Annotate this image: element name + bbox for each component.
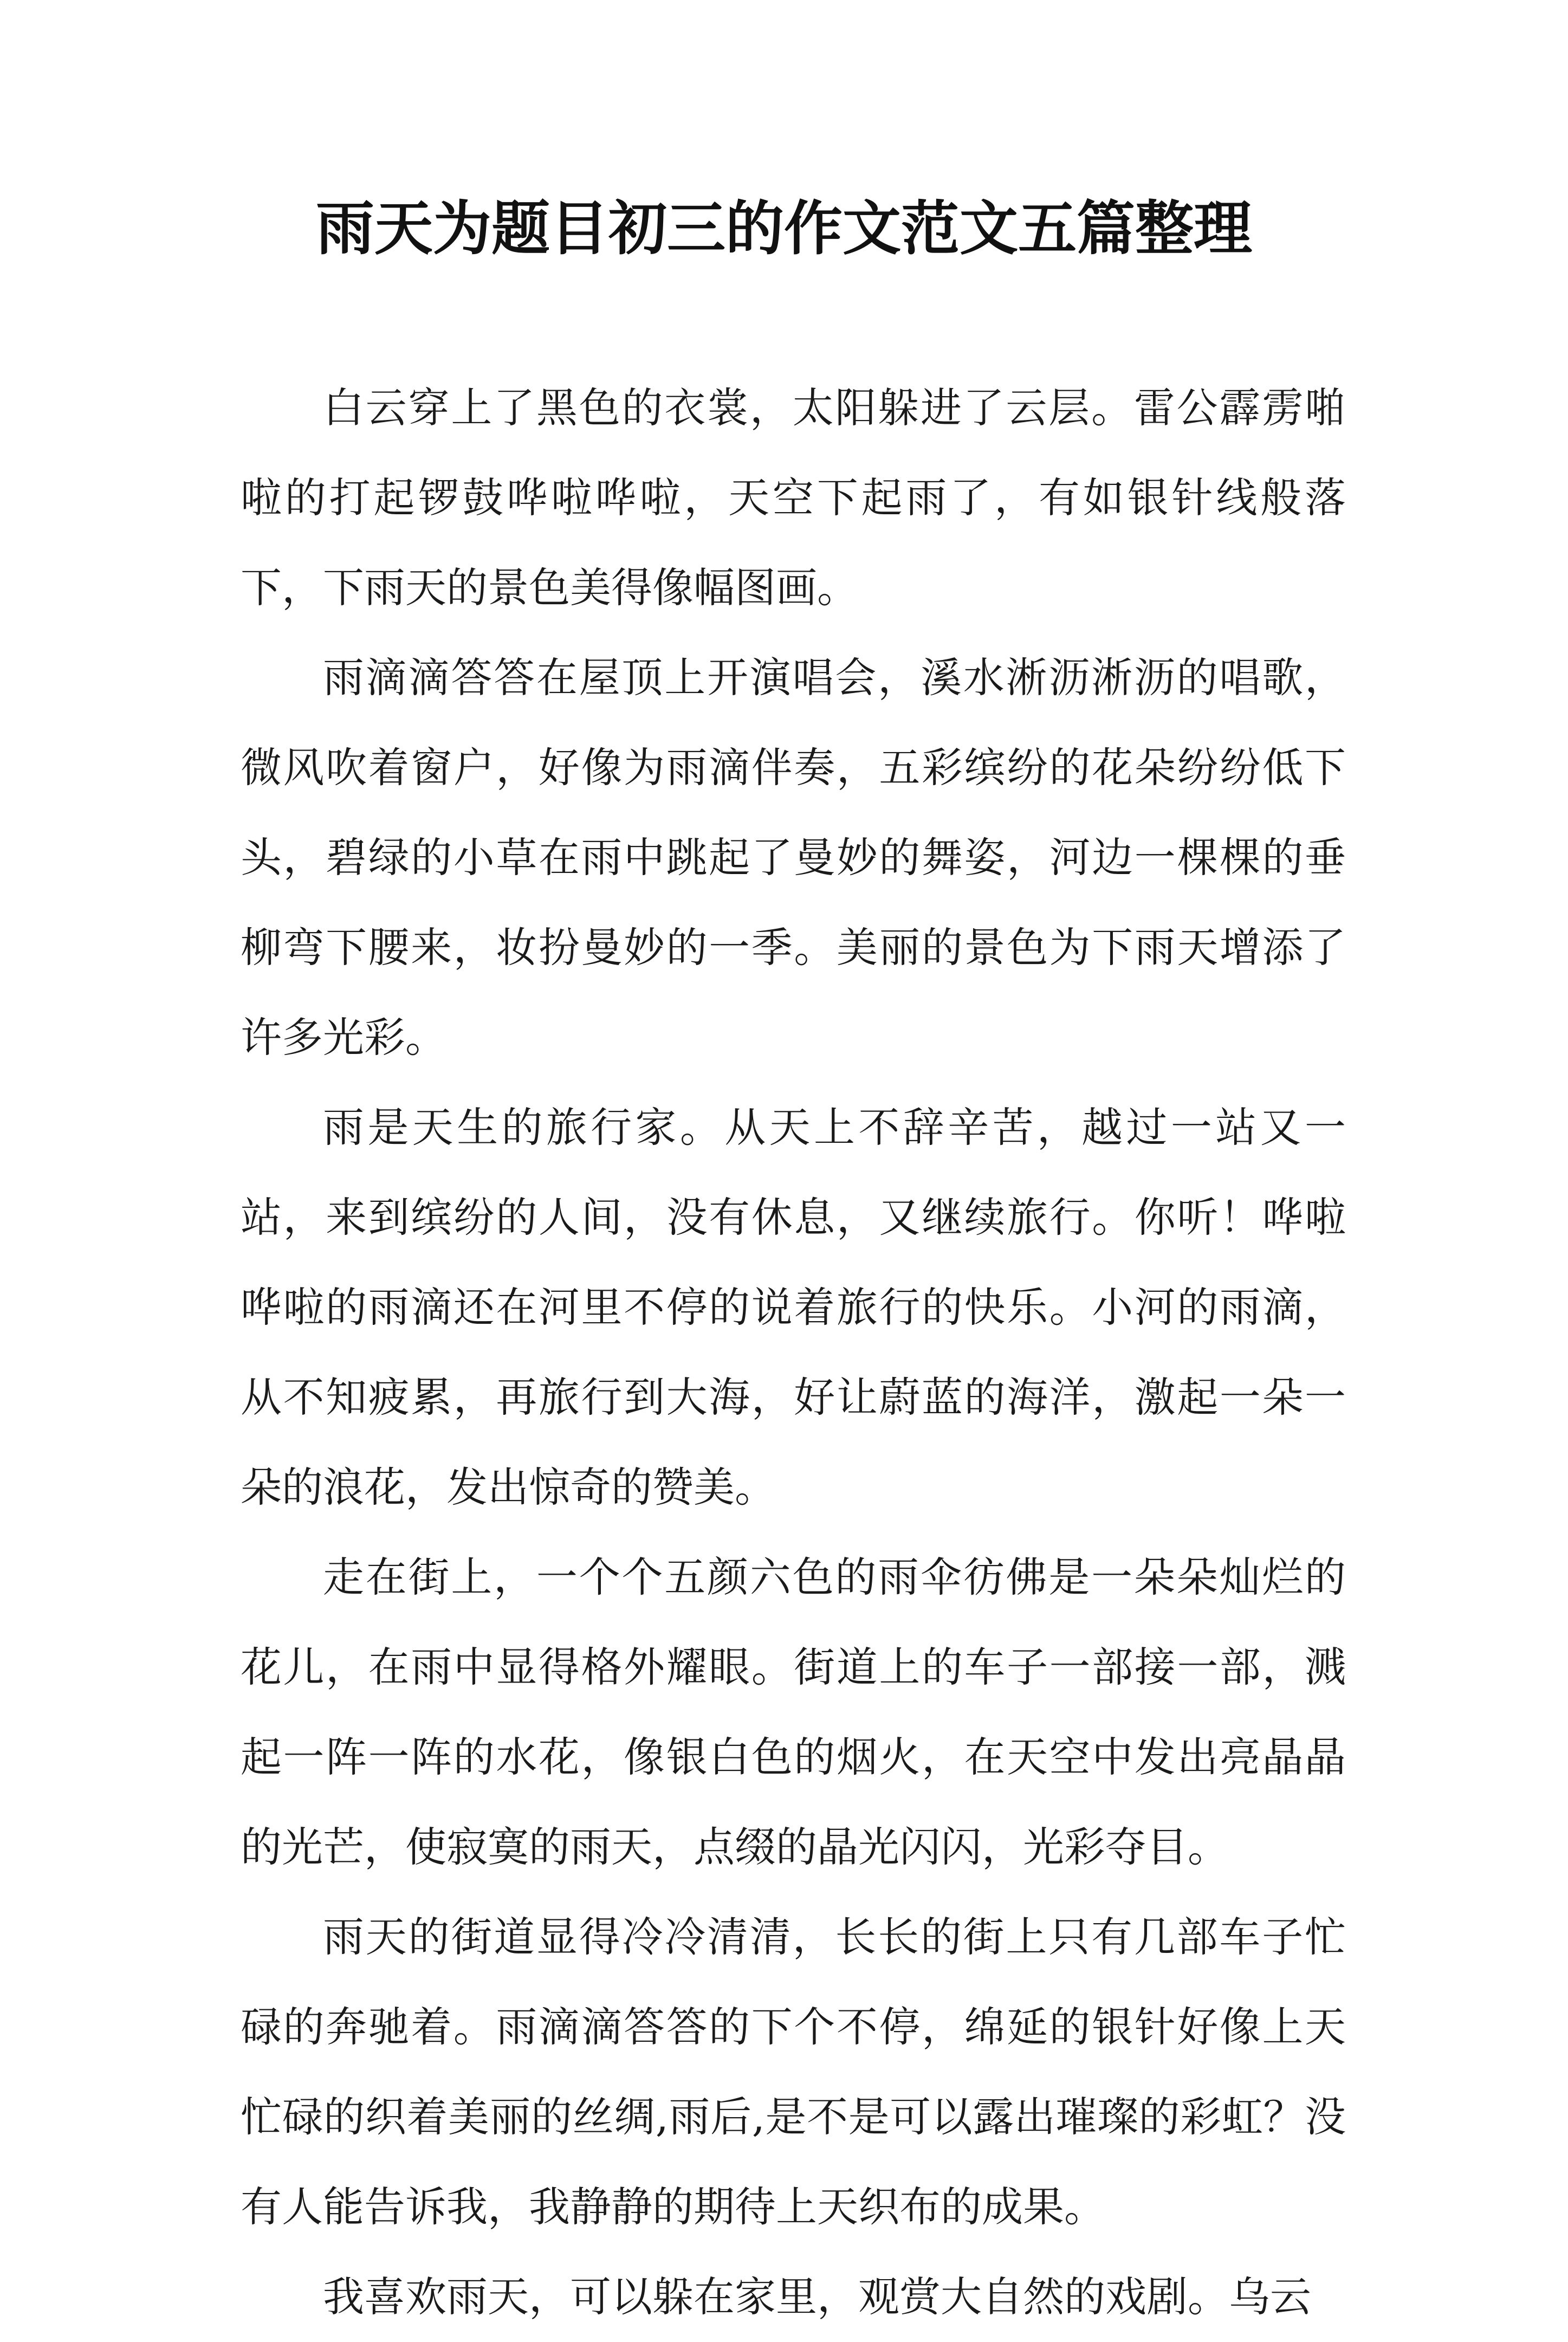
paragraph-2: 雨滴滴答答在屋顶上开演唱会，溪水淅沥淅沥的唱歌，微风吹着窗户，好像为雨滴伴奏，五彩缤纷的花朵纷纷低下头，碧绿的小草在雨中跳起了曼妙的舞姿，河边一棵棵的垂柳弯下腰来，妆扮曼妙的一季。美丽的景色为下雨天增添了许多光彩。 [241,654,1346,1062]
document-body [241,363,1346,2342]
paragraph-5: 雨天的街道显得冷冷清清，长长的街上只有几部车子忙碌的奔驰着。雨滴滴答答的下个不停，绵延的银针好像上天忙碌的织着美丽的丝绸,雨后,是不是可以露出璀璨的彩虹？没有人能告诉我，我静静的期待上天织布的成果。 [241,1913,1346,2231]
paragraph-1: 白云穿上了黑色的衣裳，太阳躲进了云层。雷公霹雳啪啦的打起锣鼓哗啦哗啦，天空下起雨了，有如银针线般落下，下雨天的景色美得像幅图画。 [241,384,1346,612]
document-title: 雨天为题目初三的作文范文五篇整理 [315,195,1252,263]
paragraph-6: 我喜欢雨天，可以躲在家里，观赏大自然的戏剧。乌云 [323,2273,1311,2321]
paragraph-4: 走在街上，一个个五颜六色的雨伞彷佛是一朵朵灿烂的花儿，在雨中显得格外耀眼。街道上的车子一部接一部，溅起一阵一阵的水花，像银白色的烟火，在天空中发出亮晶晶的光芒，使寂寞的雨天，点缀的晶光闪闪，光彩夺目。 [241,1553,1346,1871]
paragraph-3: 雨是天生的旅行家。从天上不辞辛苦，越过一站又一站，来到缤纷的人间，没有休息，又继续旅行。你听！哗啦哗啦的雨滴还在河里不停的说着旅行的快乐。小河的雨滴，从不知疲累，再旅行到大海，好让蔚蓝的海洋，激起一朵一朵的浪花，发出惊奇的赞美。 [241,1103,1346,1511]
